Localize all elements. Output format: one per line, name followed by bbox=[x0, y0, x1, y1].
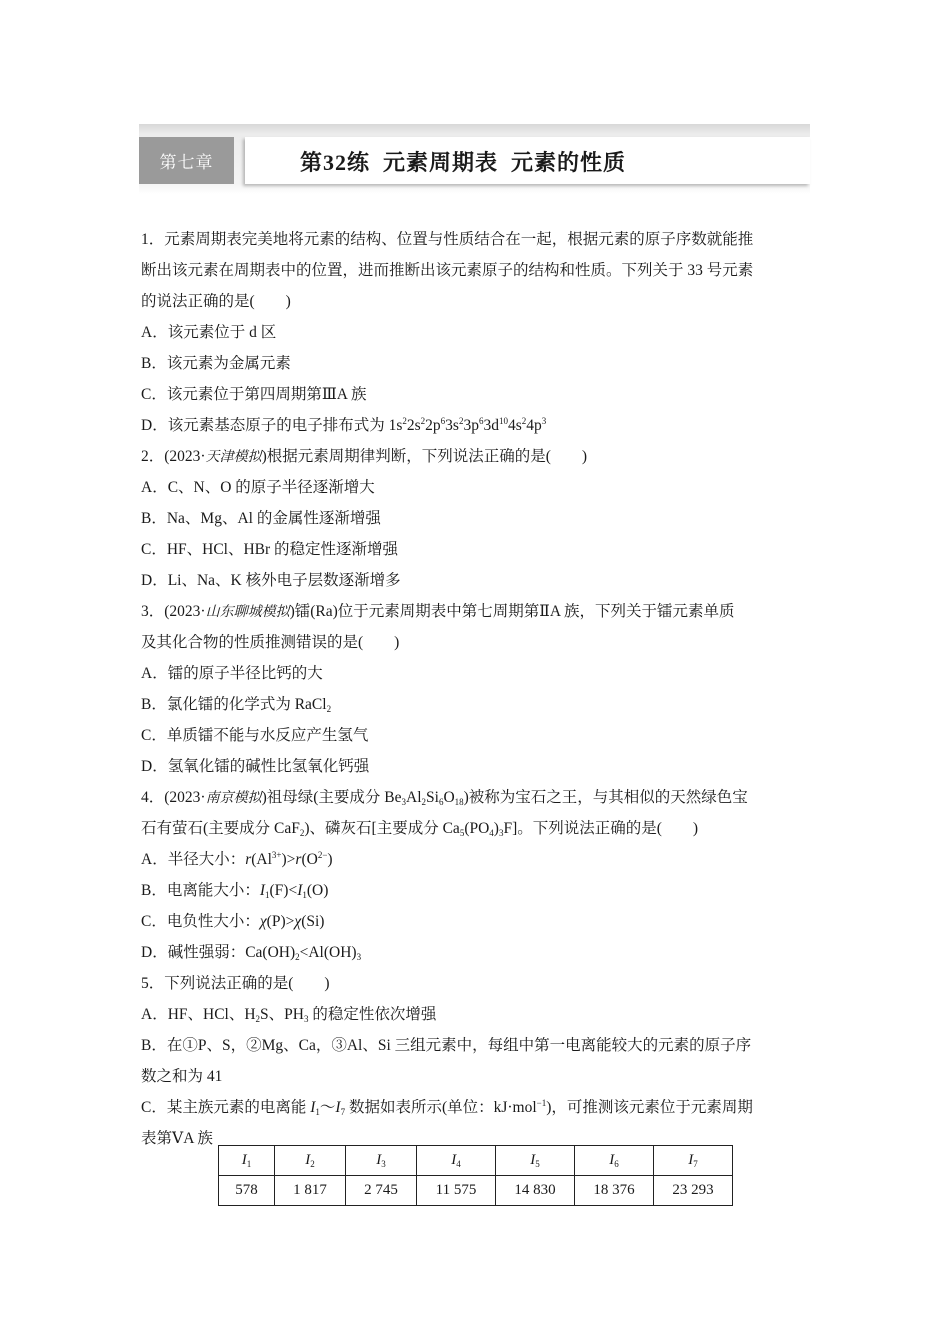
q5-option-b: B．在①P、S，②Mg、Ca，③Al、Si 三组元素中，每组中第一电离能较大的元素的原子序 bbox=[141, 1037, 752, 1054]
q4-option-a: A．半径大小：$r(Al^{3+})>r(O^{2-})$ bbox=[141, 850, 333, 868]
table-row bbox=[219, 1176, 733, 1206]
q4-option-c: C．电负性大小：χ(P)>χ(Si) bbox=[141, 913, 325, 930]
q3-option-b: B．氯化镭的化学式为 RaCl$_2$ bbox=[141, 696, 332, 714]
q1-line3: 的说法正确的是( ) bbox=[141, 293, 291, 310]
table-cell: 2 745 bbox=[346, 1176, 417, 1206]
table-header-cell: $I_7$ bbox=[654, 1146, 733, 1176]
q3-source: 山东聊城模拟 bbox=[205, 604, 290, 620]
q4-stem: 4．(2023·南京模拟)祖母绿(主要成分 $Be_3Al_2Si_6O_{18}$)被称为宝石之王，与其相似的天然绿色宝 bbox=[141, 789, 748, 807]
q4-stem-line2: 石有萤石(主要成分 CaF$_2$)、磷灰石[主要成分 $Ca_5(PO_4)_3F$]。下列说法正确的是( ) bbox=[141, 820, 699, 838]
q5-stem: 5．下列说法正确的是( ) bbox=[141, 975, 330, 992]
q4-source: 南京模拟 bbox=[205, 790, 262, 806]
table-header-cell: $I_3$ bbox=[346, 1146, 417, 1176]
q2-option-d: D．Li、Na、K 核外电子层数逐渐增多 bbox=[141, 572, 401, 589]
ionization-energy-table bbox=[218, 1145, 733, 1206]
table-header-cell: $I_1$ bbox=[219, 1146, 275, 1176]
q5-option-c: C．某主族元素的电离能 $I_1\sim I_7$ 数据如表所示(单位：kJ·mol$^{-1}$)，可推测该元素位于元素周期 bbox=[141, 1098, 753, 1117]
q2-option-b: B．Na、Mg、Al 的金属性逐渐增强 bbox=[141, 510, 381, 527]
q2-source: 天津模拟 bbox=[205, 449, 262, 465]
page-title: 第32练 元素周期表 元素的性质 bbox=[300, 150, 627, 175]
table-cell: 578 bbox=[219, 1176, 275, 1206]
chapter-tag: 第七章 bbox=[139, 137, 234, 184]
q5-option-c-line2: 表第ⅤA 族 bbox=[141, 1130, 213, 1147]
q2-stem: 2．(2023·天津模拟)根据元素周期律判断，下列说法正确的是( ) bbox=[141, 448, 588, 465]
q4-option-b: B．电离能大小：$I_1(F)<I_1(O)$ bbox=[141, 882, 329, 900]
q1-option-c: C．该元素位于第四周期第ⅢA 族 bbox=[141, 386, 367, 403]
question-content bbox=[141, 224, 811, 1154]
table-header-cell: $I_6$ bbox=[575, 1146, 654, 1176]
q1-option-a: A．该元素位于 d 区 bbox=[141, 324, 277, 341]
electron-config: $1s^22s^22p^63s^23p^63d^{10}4s^24p^3$ bbox=[388, 416, 547, 434]
q1-option-d bbox=[141, 410, 811, 441]
q3-option-c: C．单质镭不能与水反应产生氢气 bbox=[141, 727, 369, 744]
table-header-cell: $I_4$ bbox=[417, 1146, 496, 1176]
table-header-cell: $I_5$ bbox=[496, 1146, 575, 1176]
table-header-row bbox=[219, 1146, 733, 1176]
q3-option-a: A．镭的原子半径比钙的大 bbox=[141, 665, 323, 682]
q1-line1: 1．元素周期表完美地将元素的结构、位置与性质结合在一起，根据元素的原子序数就能推 bbox=[141, 231, 754, 248]
q5-option-a: A．HF、HCl、$H_2S$、$PH_3$ 的稳定性依次增强 bbox=[141, 1006, 437, 1024]
q1-d-text: D．该元素基态原子的电子排布式为 bbox=[141, 417, 389, 434]
q4-option-d: D．碱性强弱：$Ca(OH)_2<Al(OH)_3$ bbox=[141, 944, 362, 962]
q3-option-d: D．氢氧化镭的碱性比氢氧化钙强 bbox=[141, 758, 370, 775]
table-cell: 11 575 bbox=[417, 1176, 496, 1206]
q2-option-c: C．HF、HCl、HBr 的稳定性逐渐增强 bbox=[141, 541, 399, 558]
q1-line2: 断出该元素在周期表中的位置，进而推断出该元素原子的结构和性质。下列关于 33 号元素 bbox=[141, 262, 754, 279]
table-header-cell: $I_2$ bbox=[275, 1146, 346, 1176]
q2-option-a: A．C、N、O 的原子半径逐渐增大 bbox=[141, 479, 375, 496]
table-cell: 23 293 bbox=[654, 1176, 733, 1206]
q3-stem: 3．(2023·山东聊城模拟)镭(Ra)位于元素周期表中第七周期第ⅡA 族，下列关于镭元素单质 bbox=[141, 603, 735, 620]
table-cell: 14 830 bbox=[496, 1176, 575, 1206]
q5-option-b-line2: 数之和为 41 bbox=[141, 1068, 223, 1085]
q1-option-b: B．该元素为金属元素 bbox=[141, 355, 291, 372]
table-cell: 18 376 bbox=[575, 1176, 654, 1206]
q3-stem-line2: 及其化合物的性质推测错误的是( ) bbox=[141, 634, 400, 651]
table-cell: 1 817 bbox=[275, 1176, 346, 1206]
